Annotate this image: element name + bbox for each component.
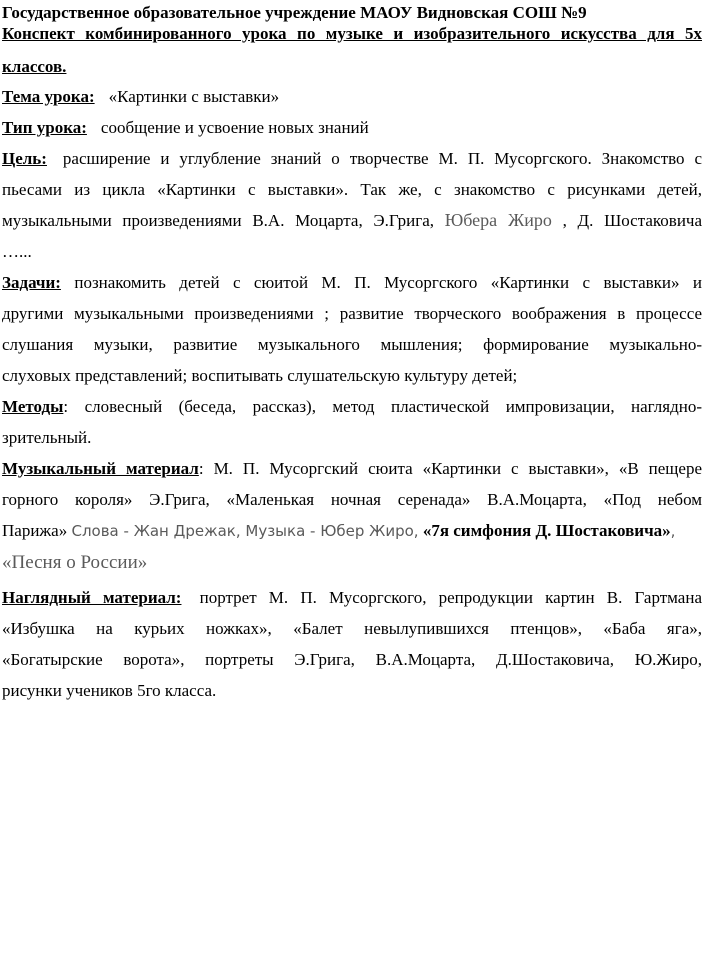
methods-text-1: словесный (беседа, рассказ), метод пластической импровизации, наглядно- — [84, 397, 702, 416]
visual-line-3: «Богатырские ворота», портреты Э.Грига, В.А.Моцарта, Д.Шостаковича, Ю.Жиро, — [2, 650, 702, 669]
visual-text-1: портрет М. П. Мусоргского, репродукции картин В. Гартмана — [199, 588, 703, 607]
goal-text-1: расширение и углубление знаний о творчестве М. П. Мусоргского. Знакомство с — [62, 149, 703, 168]
lesson-type-label: Тип урока: — [2, 118, 87, 137]
visual-material-paragraph — [2, 582, 702, 706]
school-name: Государственное образовательное учреждение МАОУ Видновская СОШ №9 — [2, 3, 587, 22]
document-title-continuation: классов. — [2, 57, 67, 76]
music-text-3d: , — [670, 522, 676, 540]
document-title: Конспект комбинированного урока по музыке и изобразительного искусства для 5х — [2, 24, 702, 43]
goal-line-3 — [2, 205, 702, 236]
music-label: Музыкальный материал — [2, 459, 199, 478]
music-text-1: М. П. Мусоргский сюита «Картинки с выставки», «В пещере — [213, 459, 702, 478]
visual-line-4: рисунки учеников 5го класса. — [2, 681, 217, 700]
goal-line-4: …... — [2, 242, 32, 261]
music-line-1 — [2, 453, 702, 484]
music-text-3b: Слова - Жан Дрежак, Музыка - Юбер Жиро, — [71, 522, 419, 540]
tasks-text-1: познакомить детей с сюитой М. П. Мусоргского «Картинки с выставки» и — [74, 273, 703, 292]
methods-colon: : — [63, 397, 69, 416]
methods-paragraph — [2, 391, 702, 453]
tasks-line-2: другими музыкальными произведениями ; развитие творческого воображения в процессе — [2, 304, 702, 323]
lesson-type-value: сообщение и усвоение новых знаний — [100, 118, 369, 137]
visual-label: Наглядный материал: — [2, 588, 182, 607]
methods-line-1 — [2, 391, 702, 422]
tasks-paragraph — [2, 267, 702, 391]
methods-line-2: зрительный. — [2, 428, 92, 447]
topic-label: Тема урока: — [2, 87, 95, 106]
music-line-4: «Песня о России» — [2, 552, 148, 573]
goal-line-2: пьесами из цикла «Картинки с выставки». Так же, с знакомство с рисунками детей, — [2, 180, 702, 199]
methods-label: Методы — [2, 397, 64, 416]
visual-line-2: «Избушка на курьих ножках», «Балет невылупившихся птенцов», «Баба яга», — [2, 619, 702, 638]
lesson-type-paragraph — [2, 112, 702, 143]
tasks-line-4: слуховых представлений; воспитывать слушательскую культуру детей; — [2, 366, 518, 385]
music-material-paragraph — [2, 453, 702, 578]
goal-text-3b: Юбера Жиро — [444, 210, 552, 230]
music-text-3c: «7я симфония Д. Шостаковича» — [422, 521, 671, 540]
visual-line-1 — [2, 582, 702, 613]
music-line-2: горного короля» Э.Грига, «Маленькая ночная серенада» В.А.Моцарта, «Под небом — [2, 490, 702, 509]
music-line-3 — [2, 515, 702, 547]
topic-value: «Картинки с выставки» — [108, 87, 280, 106]
topic-paragraph — [2, 81, 702, 112]
music-colon: : — [198, 459, 204, 478]
goal-line-1 — [2, 143, 702, 174]
goal-text-3a: музыкальными произведениями В.А. Моцарта, Э.Грига, — [2, 211, 435, 230]
tasks-line-1 — [2, 267, 702, 298]
tasks-line-3: слушания музыки, развитие музыкального мышления; формирование музыкально- — [2, 335, 702, 354]
goal-paragraph — [2, 143, 702, 267]
goal-label: Цель: — [2, 149, 47, 168]
tasks-label: Задачи: — [2, 273, 61, 292]
music-text-3a: Парижа» — [2, 521, 68, 540]
goal-text-3c: , Д. Шостаковича — [562, 211, 703, 230]
